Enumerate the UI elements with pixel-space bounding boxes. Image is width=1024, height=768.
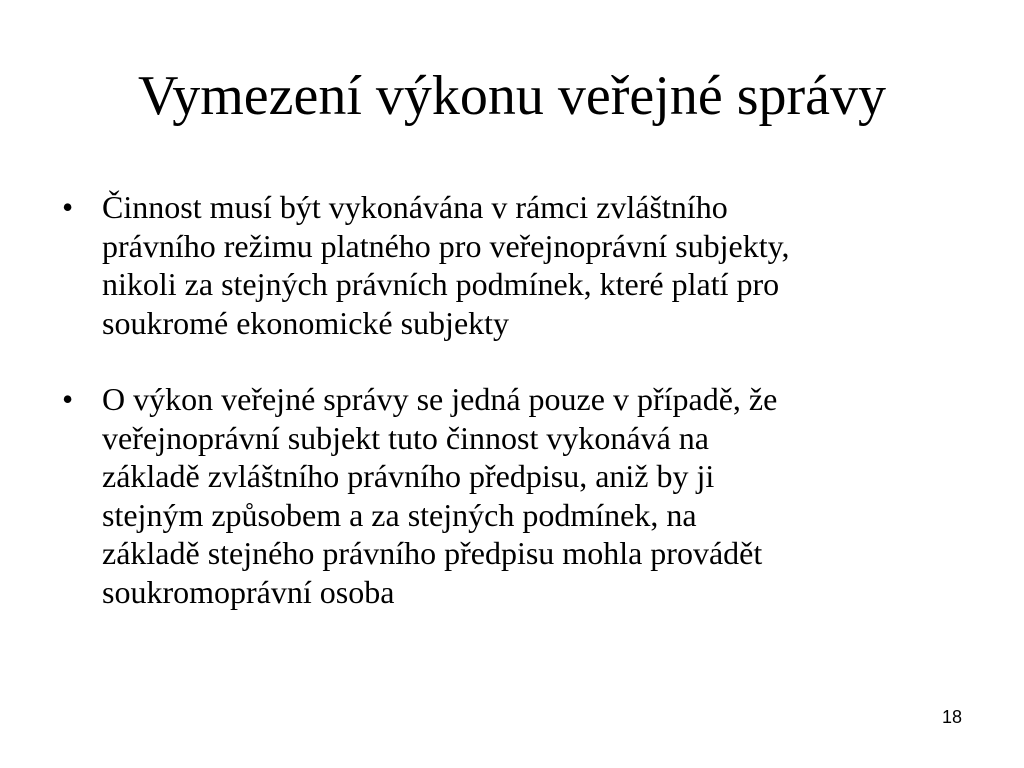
bullet-list: [62, 188, 962, 611]
bullet-marker: •: [62, 381, 74, 417]
slide-title: Vymezení výkonu veřejné správy: [138, 65, 886, 127]
bullet-text: O výkon veřejné správy se jedná pouze v případě, že veřejnoprávní subjekt tuto činnost vykonává na základě zvláštního právního předpisu, aniž by ji stejným způsobem a za stejných podmínek, na základě stejného právního předpisu mohla provádět soukromoprávní osoba: [102, 381, 778, 610]
bullet-item: [62, 380, 962, 611]
bullet-text: Činnost musí být vykonávána v rámci zvláštního právního režimu platného pro veřejnoprávní subjekty, nikoli za stejných právních podmínek, které platí pro soukromé ekonomické subjekty: [102, 189, 790, 341]
page-number: 18: [941, 707, 962, 727]
bullet-item: [62, 188, 962, 342]
bullet-marker: •: [62, 189, 74, 225]
